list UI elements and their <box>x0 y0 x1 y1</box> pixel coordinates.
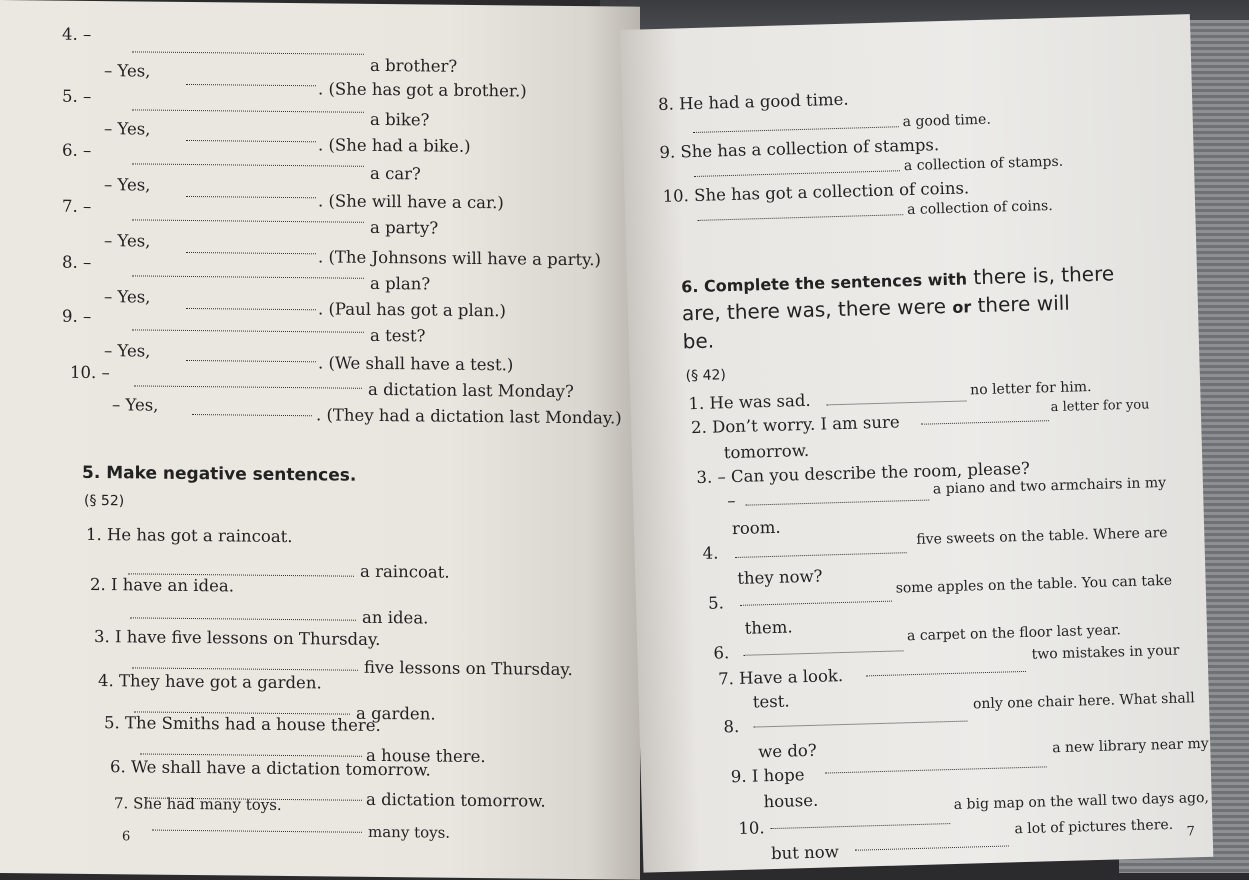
blank-line <box>186 184 316 198</box>
blank-line <box>140 741 362 756</box>
ex6-left-13: test. <box>752 691 790 712</box>
ex5-ending-2: an idea. <box>362 607 429 628</box>
ex6-right-2: a letter for you <box>1050 397 1150 416</box>
ex6-right-14: only one chair here. What shall <box>972 690 1195 713</box>
ex6-left-2: 2. Don’t worry. I am sure <box>690 412 900 438</box>
right-page <box>620 14 1213 873</box>
ex6-right-12: two mistakes in your <box>1031 642 1180 663</box>
ex6-left-15: we do? <box>757 740 817 762</box>
answer-prefix: – Yes, <box>104 341 151 361</box>
answer-prefix: – Yes, <box>104 119 151 139</box>
answer-prefix: – Yes, <box>104 61 151 81</box>
exercise-5-title: 5. Make negative sentences. <box>82 462 357 486</box>
blank-line <box>186 296 316 310</box>
blank-line <box>128 561 354 576</box>
ex5-sentence-1: 1. He has got a raincoat. <box>86 524 293 547</box>
ex6-right-11: a carpet on the floor last year. <box>906 622 1122 645</box>
blank-line <box>770 811 950 829</box>
ex5-ending-4: a garden. <box>356 703 436 724</box>
ex6-left-9: 5. <box>707 593 725 613</box>
dialogue-number: 9. – <box>62 306 92 326</box>
ex6-left-6: room. <box>731 517 781 539</box>
dialogue-number: 10. – <box>70 362 110 383</box>
ex5-ending-1: a raincoat. <box>360 561 450 582</box>
ex5-sentence-2: 2. I have an idea. <box>90 574 234 596</box>
answer-suffix: . (The Johnsons will have a party.) <box>318 247 601 270</box>
answer-prefix: – Yes, <box>104 287 151 307</box>
ex5-sentence-5: 5. The Smiths had a house there. <box>104 713 381 735</box>
answer-suffix: . (She had a bike.) <box>318 135 471 156</box>
answer-suffix: . (They had a dictation last Monday.) <box>316 405 622 428</box>
ex5-ending-6: a dictation tomorrow. <box>366 789 546 811</box>
dialogue-object: a brother? <box>370 55 458 76</box>
answer-suffix: . (Paul has got a plan.) <box>318 299 506 321</box>
answer-prefix: – Yes, <box>104 231 151 251</box>
exercise-6-or: or <box>952 297 972 317</box>
ex6-left-17: house. <box>763 790 819 812</box>
blank-line <box>740 589 892 606</box>
blank-line <box>826 388 966 405</box>
ex6-left-5: – <box>726 490 736 511</box>
dialogue-object: a plan? <box>370 273 431 294</box>
ex5-sentence-6: 6. We shall have a dictation tomorrow. <box>110 757 431 780</box>
blank-line <box>743 638 903 655</box>
ex6-right-1: no letter for him. <box>969 378 1092 399</box>
ex5-ending-7: many toys. <box>368 822 451 842</box>
answer-suffix: . (She will have a car.) <box>318 191 504 213</box>
blank-line <box>734 540 906 558</box>
ex6-left-3: tomorrow. <box>723 440 810 463</box>
blank-line <box>152 818 362 833</box>
ex6-right-9: some apples on the table. You can take <box>895 572 1173 597</box>
blank-line <box>693 114 899 133</box>
ex5-sentence-4: 4. They have got a garden. <box>98 671 322 693</box>
blank-line <box>130 605 356 620</box>
ex6-right-18: a big map on the wall two days ago, <box>953 789 1210 813</box>
ex6-left-19: but now <box>770 842 840 864</box>
dialogue-number: 5. – <box>62 86 92 106</box>
ex5-sentence-7: 7. She had many toys. <box>114 794 282 814</box>
ex6-left-7: 4. <box>702 543 719 563</box>
blank-line <box>186 240 316 254</box>
ex6-right-5: a piano and two armchairs in my <box>932 474 1167 498</box>
dialogue-object: a party? <box>370 217 439 238</box>
exercise-6-phrase3: there will <box>977 290 1071 318</box>
dialogue-number: 7. – <box>62 196 92 216</box>
dialogue-object: a bike? <box>370 109 430 130</box>
ex6-left-12: 7. Have a look. <box>717 666 844 689</box>
exercise-6-ref: (§ 42) <box>685 367 727 385</box>
ex6-left-10: them. <box>744 617 793 638</box>
ex4-sentence-8: 8. He had a good time. <box>657 89 849 114</box>
page-number-left: 6 <box>122 829 131 845</box>
blank-line <box>855 833 1009 850</box>
answer-suffix: . (We shall have a test.) <box>318 353 514 375</box>
ex5-sentence-3: 3. I have five lessons on Thursday. <box>94 626 381 649</box>
blank-line <box>132 151 364 166</box>
blank-line <box>866 659 1026 676</box>
blank-line <box>132 207 364 222</box>
ex6-left-18: 10. <box>738 818 765 839</box>
ex4-ending-10: a collection of coins. <box>906 197 1053 219</box>
dialogue-number: 6. – <box>62 140 92 160</box>
dialogue-4 <box>0 0 640 101</box>
blank-line <box>824 754 1046 773</box>
ex4-ending-8: a good time. <box>902 111 992 131</box>
answer-prefix: – Yes, <box>112 395 159 415</box>
blank-line <box>186 128 316 142</box>
ex5-ending-5: a house there. <box>366 745 486 767</box>
blank-line <box>745 488 929 506</box>
ex4-sentence-10: 10. She has got a collection of coins. <box>662 178 970 206</box>
dialogue-object: a car? <box>370 163 421 184</box>
ex6-right-16: a new library near my <box>1051 735 1209 757</box>
answer-suffix: . (She has got a brother.) <box>318 79 527 101</box>
page-number-right: 7 <box>1186 824 1196 840</box>
blank-line <box>132 97 364 112</box>
blank-line <box>132 317 364 332</box>
dialogue-object: a dictation last Monday? <box>368 379 574 402</box>
blank-line <box>192 402 312 416</box>
blank-line <box>134 373 362 388</box>
ex4-ending-9: a collection of stamps. <box>903 153 1064 175</box>
exercise-5-ref: (§ 52) <box>84 492 125 510</box>
answer-prefix: – Yes, <box>104 175 151 195</box>
ex6-left-4: 3. – Can you describe the room, please? <box>696 458 1031 488</box>
exercise-6-phrase2: are, there was, there were <box>681 294 947 326</box>
ex6-left-14: 8. <box>723 716 740 737</box>
ex6-left-11: 6. <box>713 643 730 663</box>
blank-line <box>132 39 364 54</box>
exercise-6-phrase1: there is, there <box>972 261 1115 290</box>
blank-line <box>132 655 358 670</box>
blank-line <box>132 263 364 278</box>
exercise-6-title-bold: 6. Complete the sentences with <box>680 269 968 297</box>
ex6-left-1: 1. He was sad. <box>688 390 811 414</box>
blank-line <box>186 72 316 86</box>
dialogue-number: 8. – <box>62 252 92 272</box>
blank-line <box>921 408 1049 425</box>
ex4-sentence-9: 9. She has a collection of stamps. <box>659 135 940 162</box>
ex6-right-7: five sweets on the table. Where are <box>916 524 1168 548</box>
ex6-left-16: 9. I hope <box>730 765 805 787</box>
dialogue-object: a test? <box>370 325 426 346</box>
blank-line <box>134 699 350 714</box>
blank-line <box>186 348 316 362</box>
ex6-right-19: a lot of pictures there. <box>1014 816 1174 838</box>
ex6-left-8: they now? <box>737 566 823 588</box>
ex5-ending-3: five lessons on Thursday. <box>364 657 573 679</box>
exercise-6-title-line3: be. <box>682 328 715 354</box>
dialogue-number: 4. – <box>62 24 92 44</box>
